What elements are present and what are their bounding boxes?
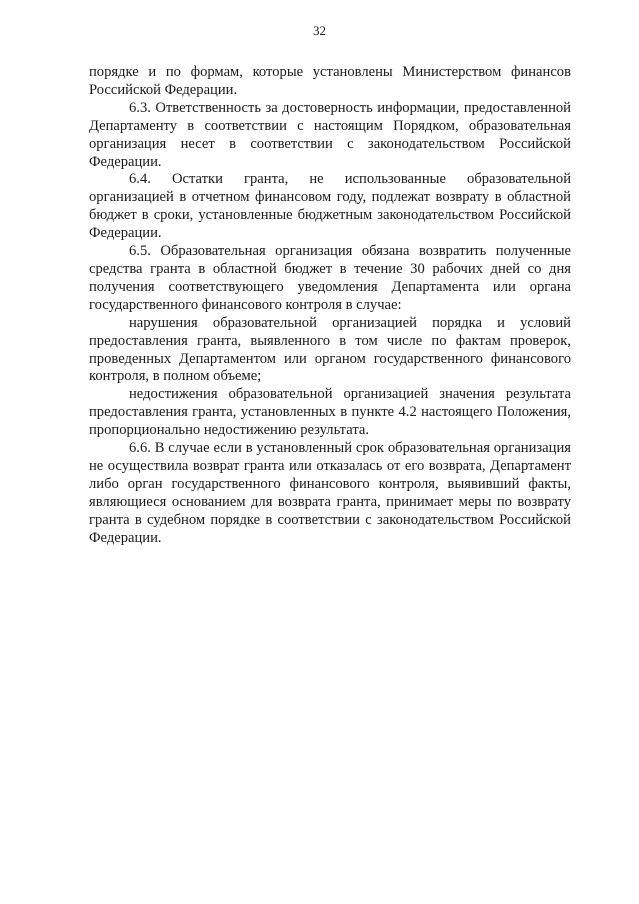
page-number: 32	[313, 23, 326, 38]
paragraph-continuation: порядке и по формам, которые установлены Министерством финансов Российской Федерации.	[89, 64, 571, 98]
paragraph-6-5: 6.5. Образовательная организация обязана возвратить полученные средства гранта в областной бюджет в течение 30 рабочих дней со дня получения соответствующего уведомления Департамента или органа государственного финансового контроля в случае:	[89, 243, 571, 313]
paragraph-6-4: 6.4. Остатки гранта, не использованные образовательной организацией в отчетном финансовом году, подлежат возврату в областной бюджет в сроки, установленные бюджетным законодательством Российской Федерации.	[89, 171, 571, 242]
paragraph-6-5-case-nonachievement: недостижения образовательной организацией значения результата предоставления гранта, установленных в пункте 4.2 настоящего Положения, пропорционально недостижению результата.	[89, 386, 571, 439]
paragraph-6-6: 6.6. В случае если в установленный срок образовательная организация не осуществила возврат гранта или отказалась от его возврата, Департамент либо орган государственного финансового контроля, выявивший факты, являющиеся основанием для возврата гранта, принимает меры по возврату гранта в судебном порядке в соответствии с законодательством Российской Федерации.	[89, 440, 571, 546]
paragraph-6-3: 6.3. Ответственность за достоверность информации, предоставленной Департаменту в соответствии с настоящим Порядком, образовательная организация несет в соответствии с законодательством Российской Федерации.	[89, 99, 571, 170]
paragraph-6-5-case-violation: нарушения образовательной организацией порядка и условий предоставления гранта, выявленного в том числе по фактам проверок, проведенных Департаментом или органом государственного финансового контроля, в полном объеме;	[89, 314, 571, 385]
document-body	[89, 64, 571, 547]
